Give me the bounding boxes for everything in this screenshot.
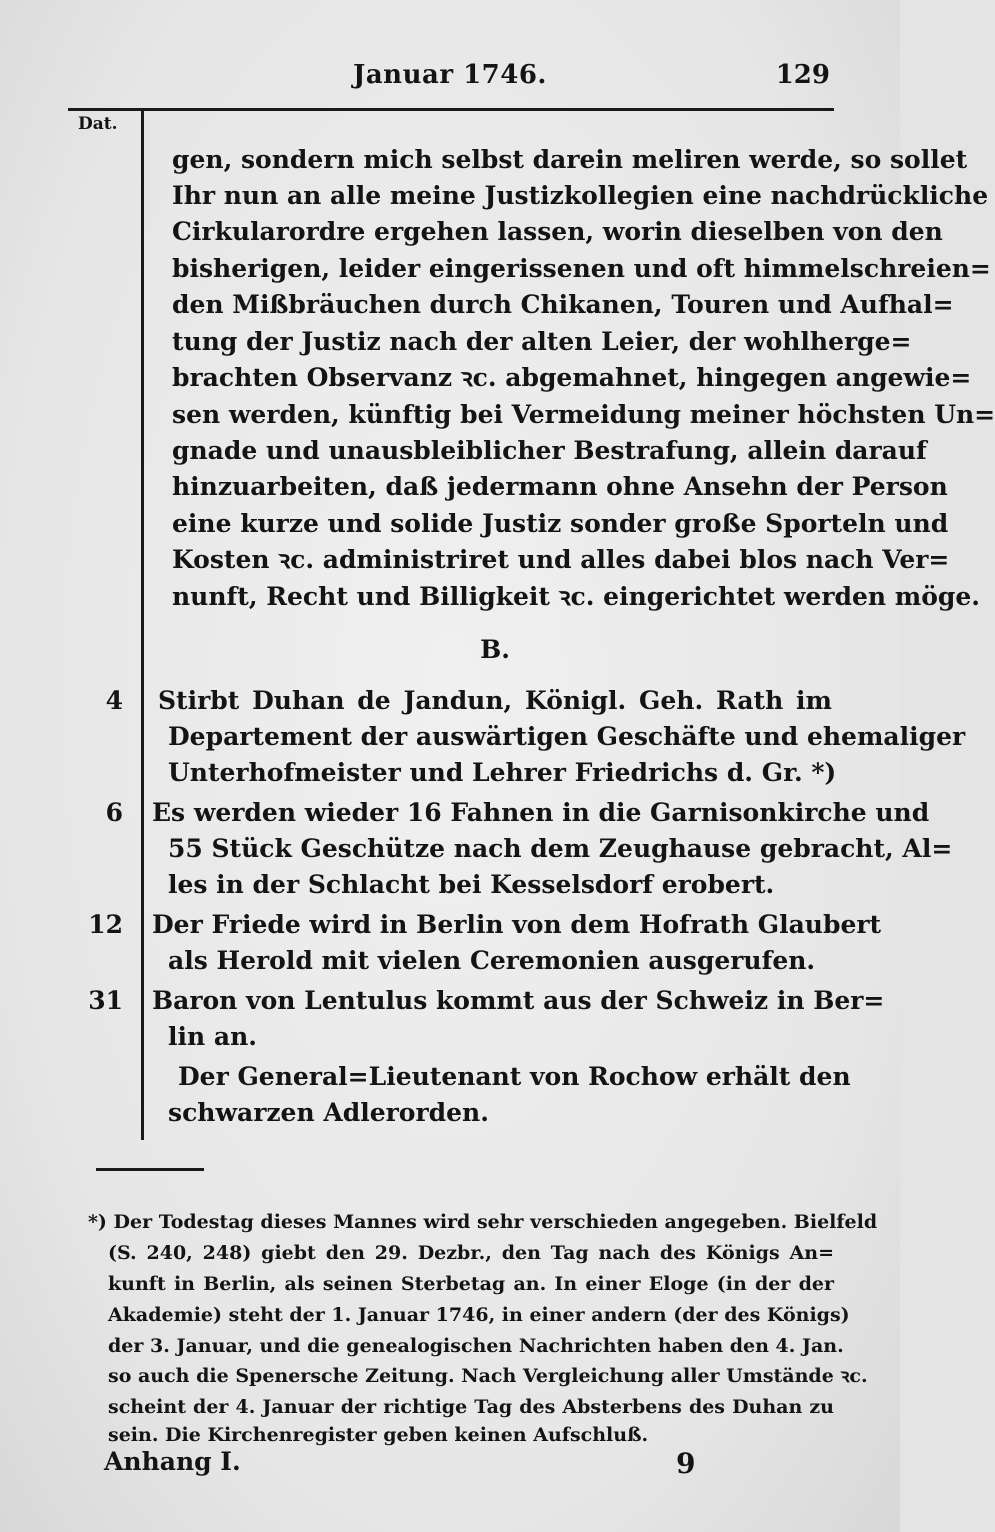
footnote-line: scheint der 4. Januar der richtige Tag des Absterbens des Duhan zu bbox=[108, 1396, 834, 1418]
entry-line: les in der Schlacht bei Kesselsdorf erobert. bbox=[168, 870, 775, 899]
sheet-number: 9 bbox=[676, 1447, 696, 1480]
entry-date: 4 bbox=[105, 686, 123, 715]
footnote-line: der 3. Januar, und die genealogischen Nachrichten haben den 4. Jan. bbox=[108, 1335, 844, 1357]
entry-line: Stirbt Duhan de Jandun, Königl. Geh. Rath im bbox=[158, 686, 832, 715]
date-column-label: Dat. bbox=[78, 114, 118, 134]
continuation-line: Ihr nun an alle meine Justizkollegien eine nachdrückliche bbox=[172, 181, 989, 210]
continuation-line: nunft, Recht und Billigkeit ꝛc. eingerichtet werden möge. bbox=[172, 582, 980, 611]
footnote-line: *) Der Todestag dieses Mannes wird sehr verschieden angegeben. Bielfeld bbox=[88, 1211, 878, 1233]
continuation-line: Cirkularordre ergehen lassen, worin dieselben von den bbox=[172, 217, 943, 246]
continuation-line: eine kurze und solide Justiz sonder große Sporteln und bbox=[172, 509, 949, 538]
page-number: 129 bbox=[775, 60, 830, 90]
continuation-line: gnade und unausbleiblicher Bestrafung, allein darauf bbox=[172, 436, 927, 465]
entry-line: schwarzen Adlerorden. bbox=[168, 1098, 489, 1127]
signature-mark: Anhang I. bbox=[104, 1447, 241, 1476]
entry-date: 12 bbox=[88, 910, 123, 939]
entry-line: 55 Stück Geschütze nach dem Zeughause gebracht, Al= bbox=[168, 834, 953, 863]
continuation-line: hinzuarbeiten, daß jedermann ohne Ansehn der Person bbox=[172, 472, 948, 501]
entry-date: 31 bbox=[88, 986, 123, 1015]
continuation-line: den Mißbräuchen durch Chikanen, Touren und Aufhal= bbox=[172, 290, 954, 319]
continuation-line: tung der Justiz nach der alten Leier, der wohlherge= bbox=[172, 327, 912, 356]
entry-line: Es werden wieder 16 Fahnen in die Garnisonkirche und bbox=[152, 798, 930, 827]
continuation-line: gen, sondern mich selbst darein meliren werde, so sollet bbox=[172, 145, 968, 174]
entry-line: als Herold mit vielen Ceremonien ausgerufen. bbox=[168, 946, 816, 975]
entry-date: 6 bbox=[105, 798, 123, 827]
header-rule bbox=[68, 108, 834, 111]
footnote-line: (S. 240, 248) giebt den 29. Dezbr., den Tag nach des Königs An= bbox=[108, 1242, 834, 1264]
entry-line: Unterhofmeister und Lehrer Friedrichs d. Gr. *) bbox=[168, 758, 837, 787]
section-heading: B. bbox=[480, 635, 510, 664]
entry-line: Der Friede wird in Berlin von dem Hofrath Glaubert bbox=[152, 910, 882, 939]
continuation-line: sen werden, künftig bei Vermeidung meiner höchsten Un= bbox=[172, 400, 995, 429]
footnote-line: sein. Die Kirchenregister geben keinen Aufschluß. bbox=[108, 1424, 649, 1446]
footnote-line: Akademie) steht der 1. Januar 1746, in einer andern (der des Königs) bbox=[108, 1304, 850, 1326]
footnote-line: kunft in Berlin, als seinen Sterbetag an. In einer Eloge (in der der bbox=[108, 1273, 834, 1295]
entry-line: Der General=Lieutenant von Rochow erhält den bbox=[178, 1062, 851, 1091]
continuation-line: brachten Observanz ꝛc. abgemahnet, hingegen angewie= bbox=[172, 363, 972, 392]
running-head-title: Januar 1746. bbox=[353, 60, 547, 90]
entry-line: lin an. bbox=[168, 1022, 257, 1051]
footnote-line: so auch die Spenersche Zeitung. Nach Vergleichung aller Umstände ꝛc. bbox=[108, 1365, 868, 1387]
date-column-rule bbox=[141, 110, 144, 1140]
continuation-line: Kosten ꝛc. administriret und alles dabei blos nach Ver= bbox=[172, 545, 950, 574]
continuation-line: bisherigen, leider eingerissenen und oft himmelschreien= bbox=[172, 254, 991, 283]
entry-line: Baron von Lentulus kommt aus der Schweiz in Ber= bbox=[152, 986, 885, 1015]
footnote-rule bbox=[96, 1168, 204, 1171]
entry-line: Departement der auswärtigen Geschäfte und ehemaliger bbox=[168, 722, 966, 751]
